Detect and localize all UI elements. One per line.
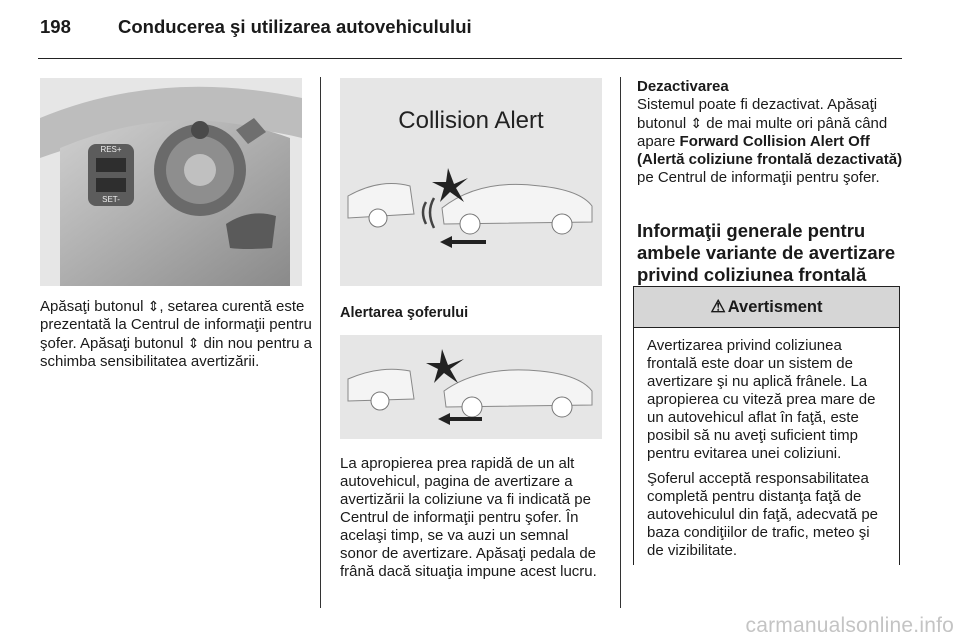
collision-sensitivity-button	[191, 121, 209, 139]
collision-alert-title: Collision Alert	[398, 107, 544, 134]
column-divider-2	[620, 77, 621, 608]
set-button-label: SET-	[102, 195, 120, 204]
sensitivity-button-icon: ⇕	[690, 115, 703, 131]
figure-caption: Alertarea şoferului	[340, 305, 469, 321]
warning-title: Avertisment	[727, 297, 823, 316]
sensitivity-button-icon: ⇕	[187, 335, 200, 351]
warning-paragraph-1: Avertizarea privind coliziunea frontală este doar un sistem de avertizare şi nu aplică frânele. La apropierea cu viteză prea mare de un autovehicul aflat în faţă, este posibil să nu aveţi suficient timp pentru evitarea unei coliziuni.	[647, 337, 876, 462]
col1-paragraph	[40, 297, 315, 371]
driver-alert-figure	[340, 335, 602, 439]
page-title: Conducerea şi utilizarea autovehiculului	[118, 16, 472, 37]
warning-header	[634, 287, 899, 328]
watermark: carmanualsonline.info	[745, 614, 954, 637]
text: , setarea curentă este prezentată la Centrul de informaţii pentru şofer. Apăsaţi butonul	[40, 298, 312, 352]
warning-box	[633, 286, 900, 565]
text: din nou pentru a schimba sensibilitatea avertizării.	[40, 335, 312, 370]
page-header	[40, 16, 472, 38]
general-info-heading: Informaţii generale pentru ambele variante de avertizare privind coliziunea frontală	[637, 220, 896, 285]
page-number: 198	[40, 16, 71, 37]
sensitivity-button-icon: ⇕	[147, 298, 160, 314]
text: de mai multe ori până când apare	[637, 115, 888, 150]
collision-alert-figure	[340, 78, 602, 286]
warning-paragraph-2: Şoferul acceptă responsabilitatea completă pentru distanţa faţă de autovehiculul din faţă, adecvată pe baza condiţiilor de trafic, meteo şi de vizibilitate.	[647, 470, 878, 559]
alert-off-message: Forward Collision Alert Off (Alertă coliziune frontală dezactivată)	[637, 133, 903, 168]
column-divider-1	[320, 77, 321, 608]
text: Apăsaţi butonul	[40, 298, 148, 315]
res-button-label: RES+	[100, 145, 122, 154]
deactivate-title: Dezactivarea	[637, 78, 729, 95]
warning-icon: ⚠	[710, 297, 726, 316]
text: pe Centrul de informaţii pentru şofer.	[637, 169, 880, 186]
deactivate-paragraph	[637, 96, 905, 187]
warning-body	[634, 328, 899, 560]
steering-wheel-illustration	[40, 78, 302, 286]
header-rule	[38, 58, 902, 59]
steering-wheel-controls-figure	[40, 78, 302, 286]
col2-paragraph: La apropierea prea rapidă de un alt autovehicul, pagina de avertizare a avertizării la coliziune va fi indicată pe Centrul de informaţii pentru şofer. În acelaşi timp, se va auzi un semnal sonor de avertizare. Apăsaţi pedala de frână dacă situaţia impune acest lucru.	[340, 455, 597, 580]
collision-alert-illustration	[340, 78, 602, 286]
text: Sistemul poate fi dezactivat. Apăsaţi butonul	[637, 96, 878, 132]
driver-alert-illustration	[340, 335, 602, 439]
